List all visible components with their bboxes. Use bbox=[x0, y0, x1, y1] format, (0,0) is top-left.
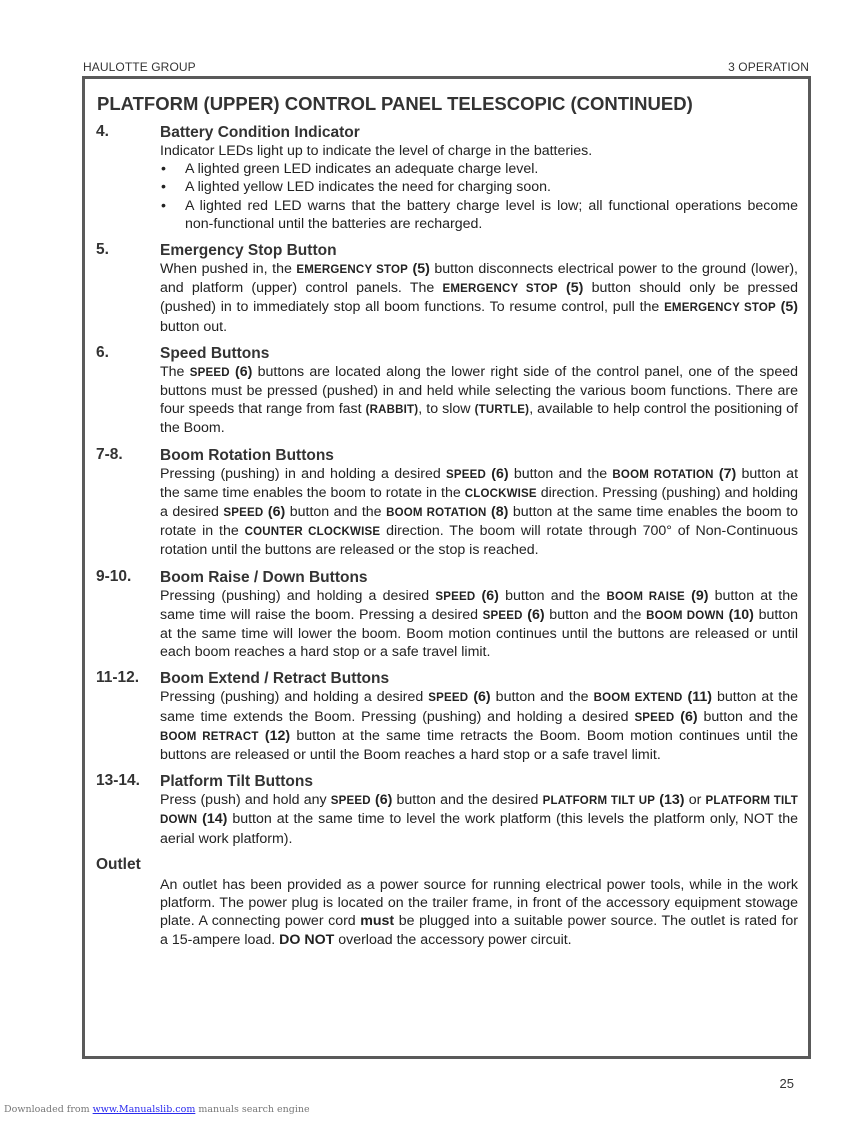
section-number: 7-8. bbox=[96, 445, 123, 463]
section-title: Speed Buttons bbox=[160, 344, 270, 362]
emphasis: must bbox=[360, 913, 395, 930]
section-number: 13-14. bbox=[96, 772, 140, 790]
keyword: BOOM RAISE bbox=[606, 590, 685, 603]
section-body: Pressing (pushing) and holding a desired SPEED (6) button and the BOOM EXTEND (11) button at the same time extends the Boom. Pressing (pushing) and holding a desired SPEED (6) button and the BOOM RETRACT (12) button at the same time retracts the Boom. Boom motion continues until the buttons are released or until the Boom reaches a hard stop or a safe travel limit. bbox=[160, 689, 799, 764]
keyword: SPEED bbox=[445, 468, 486, 481]
bullet-icon: • bbox=[161, 161, 166, 178]
keyword: SPEED bbox=[482, 609, 523, 622]
section-outlet bbox=[96, 856, 798, 949]
section-title: Battery Condition Indicator bbox=[160, 124, 360, 141]
section-body: Pressing (pushing) and holding a desired SPEED (6) button and the BOOM RAISE (9) button at the same time will raise the boom. Pressing a desired SPEED (6) button and the BOOM DOWN (10) button at the same time will lower the boom. Boom motion continues until the buttons are released or until each boom reaches a hard stop or a safe travel limit. bbox=[160, 587, 799, 661]
keyword: SPEED bbox=[223, 507, 264, 520]
keyword: EMERGENCY STOP bbox=[442, 283, 558, 296]
section-intro: Indicator LEDs light up to indicate the level of charge in the batteries. bbox=[160, 143, 593, 159]
keyword: BOOM ROTATION bbox=[612, 468, 714, 481]
download-footer bbox=[4, 1104, 310, 1115]
section-battery-indicator bbox=[96, 123, 798, 233]
bullet-list bbox=[160, 160, 798, 233]
page-title: PLATFORM (UPPER) CONTROL PANEL TELESCOPIC (CONTINUED) bbox=[97, 93, 693, 114]
section-boom-raise-down bbox=[96, 568, 798, 662]
manualslib-link[interactable]: www.Manualslib.com bbox=[92, 1104, 196, 1115]
keyword: EMERGENCY STOP bbox=[664, 302, 776, 315]
bullet-icon: • bbox=[161, 197, 166, 214]
section-body: Pressing (pushing) in and holding a desired SPEED (6) button and the BOOM ROTATION (7) button at the same time enables the boom to rotate in the CLOCKWISE direction. Pressing (pushing) and holding a desired SPEED (6) button and the BOOM ROTATION (8) button at the same time enables the boom to rotate in the COUNTER CLOCKWISE direction. The boom will rotate through 700° of Non-Continuous rotation until the buttons are released or the stop is reached. bbox=[160, 465, 799, 559]
keyword: SPEED bbox=[330, 795, 371, 808]
keyword: CLOCKWISE bbox=[464, 487, 537, 500]
section-number: 4. bbox=[96, 123, 109, 140]
section-number: 9-10. bbox=[96, 567, 132, 585]
section-title: Platform Tilt Buttons bbox=[160, 773, 313, 791]
section-body: When pushed in, the EMERGENCY STOP (5) button disconnects electrical power to the ground (lower), and platform (upper) control panels. The EMERGENCY STOP (5) button should only be pressed (pushed) in to immediately stop all boom functions. To resume control, pull the EMERGENCY STOP (5) button out. bbox=[160, 261, 799, 335]
section-body: The SPEED (6) buttons are located along the lower right side of the control panel, one of the speed buttons must be pressed (pushed) in and held while selecting the various boom functions. There are four speeds that range from fast (RABBIT), to slow (TURTLE), available to help control the positioning of the Boom. bbox=[160, 363, 798, 437]
section-title: Boom Rotation Buttons bbox=[160, 446, 334, 464]
keyword: BOOM RETRACT bbox=[160, 730, 259, 743]
section-title: Emergency Stop Button bbox=[160, 242, 337, 260]
keyword: SPEED bbox=[189, 366, 230, 379]
page-number: 25 bbox=[779, 1076, 794, 1091]
section-speed-buttons bbox=[96, 344, 798, 438]
section-boom-extend-retract bbox=[96, 669, 798, 764]
list-item-text: A lighted red LED warns that the battery charge level is low; all functional operations become non-functional until the batteries are recharged. bbox=[185, 197, 798, 232]
section-boom-rotation bbox=[96, 446, 798, 560]
list-item bbox=[160, 197, 798, 233]
keyword: SPEED bbox=[634, 711, 675, 724]
keyword: SPEED bbox=[435, 590, 476, 603]
section-title: Boom Extend / Retract Buttons bbox=[160, 670, 390, 688]
header-chapter: 3 OPERATION bbox=[728, 60, 809, 74]
section-body: An outlet has been provided as a power source for running electrical power tools, while in the work platform. The power plug is located on the trailer frame, in front of the accessory equipment stowage plate. A connecting power cord must be plugged into a suitable power source. The outlet is rated for a 15-ampere load. DO NOT overload the accessory power circuit. bbox=[160, 876, 798, 948]
keyword: PLATFORM TILT DOWN bbox=[160, 795, 798, 827]
keyword: (RABBIT) bbox=[365, 404, 419, 417]
keyword: BOOM DOWN bbox=[646, 609, 725, 622]
content-frame bbox=[82, 76, 811, 1059]
list-item-text: A lighted green LED indicates an adequate charge level. bbox=[185, 161, 539, 178]
list-item bbox=[160, 178, 798, 196]
footer-prefix: Downloaded from bbox=[4, 1104, 93, 1115]
header-company: HAULOTTE GROUP bbox=[83, 60, 196, 74]
section-emergency-stop bbox=[96, 241, 798, 336]
keyword: PLATFORM TILT UP bbox=[542, 795, 656, 808]
section-platform-tilt bbox=[96, 772, 798, 848]
section-title: Boom Raise / Down Buttons bbox=[160, 568, 368, 586]
section-number: 5. bbox=[96, 241, 109, 259]
emphasis: DO NOT bbox=[279, 931, 335, 948]
keyword: BOOM ROTATION bbox=[386, 507, 487, 520]
section-number: 6. bbox=[96, 343, 109, 361]
keyword: (TURTLE) bbox=[474, 404, 530, 417]
section-heading: Outlet bbox=[96, 855, 141, 873]
list-item-text: A lighted yellow LED indicates the need for charging soon. bbox=[185, 179, 551, 196]
footer-suffix: manuals search engine bbox=[195, 1104, 310, 1115]
list-item bbox=[160, 160, 798, 178]
keyword: EMERGENCY STOP bbox=[296, 264, 408, 277]
keyword: SPEED bbox=[428, 692, 469, 705]
section-body: Press (push) and hold any SPEED (6) button and the desired PLATFORM TILT UP (13) or PLATFORM TILT DOWN (14) button at the same time to level the work platform (this levels the platform only, NOT the aerial work platform). bbox=[160, 792, 799, 847]
keyword: COUNTER CLOCKWISE bbox=[244, 526, 381, 539]
bullet-icon: • bbox=[161, 179, 166, 196]
sections bbox=[96, 123, 798, 957]
section-number: 11-12. bbox=[96, 669, 140, 687]
keyword: BOOM EXTEND bbox=[593, 692, 683, 705]
